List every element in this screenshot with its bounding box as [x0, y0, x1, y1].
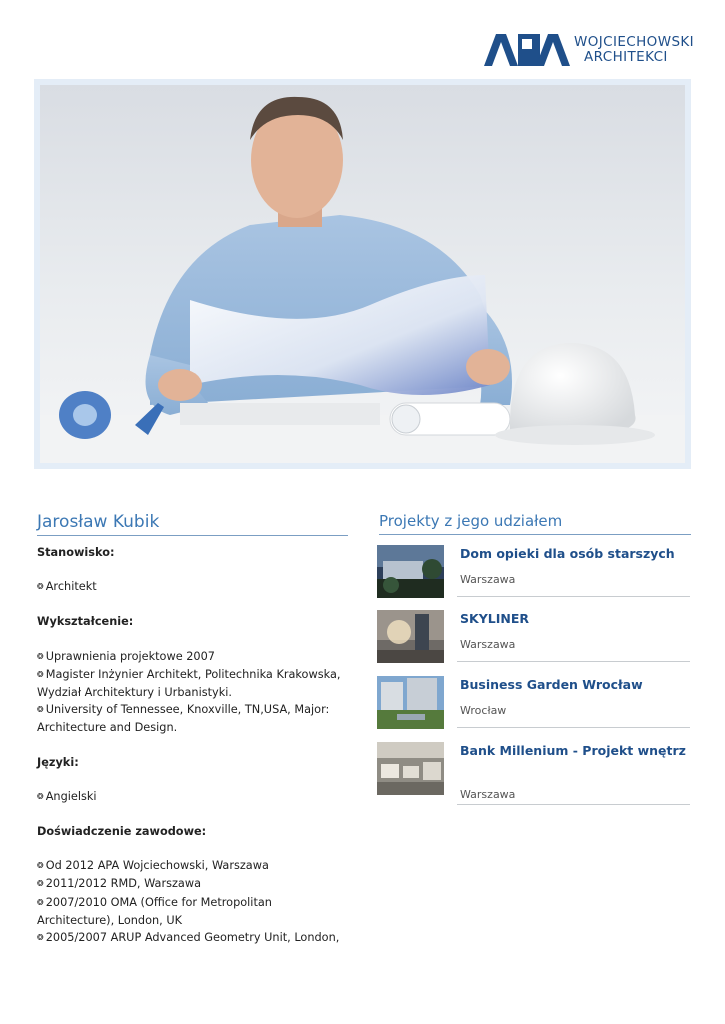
project-title[interactable]: Business Garden Wrocław [460, 677, 643, 692]
project-city: Warszawa [460, 788, 516, 801]
portrait-photo [34, 79, 691, 469]
portrait-illustration [40, 85, 685, 463]
bullet-icon: ❂ [37, 651, 44, 661]
company-logo[interactable] [484, 34, 694, 66]
projects-heading: Projekty z jego udziałem [379, 512, 691, 535]
project-item[interactable] [377, 610, 692, 670]
logo-line-1: WOJCIECHOWSKI [574, 34, 695, 50]
languages-label: Języki: [37, 755, 79, 769]
bullet-icon: ❂ [37, 897, 44, 907]
bullet-icon: ❂ [37, 705, 44, 715]
project-thumbnail[interactable] [377, 610, 444, 663]
bullet-icon: ❂ [37, 582, 44, 592]
list-item: ❂ Architekt [37, 580, 97, 594]
apa-logo-mark-icon [484, 34, 570, 66]
list-item: ❂ 2011/2012 RMD, Warszawa [37, 877, 201, 891]
person-name: Jarosław Kubik [37, 512, 348, 536]
education-list [37, 648, 348, 737]
logo-line-2: ARCHITEKCI [584, 49, 668, 65]
project-city: Warszawa [460, 573, 516, 586]
languages-list [37, 788, 348, 806]
project-title[interactable]: Dom opieki dla osób starszych [460, 546, 675, 561]
bullet-icon: ❂ [37, 933, 44, 943]
bullet-icon: ❂ [37, 791, 44, 801]
list-item: ❂ 2007/2010 OMA (Office for Metropolitan Architecture), London, UK [37, 895, 272, 927]
logo-wordmark [574, 35, 694, 65]
profile-details [37, 544, 348, 964]
project-item[interactable] [377, 545, 692, 605]
experience-list [37, 857, 348, 947]
divider [457, 727, 690, 728]
project-city: Warszawa [460, 638, 516, 651]
project-title[interactable]: SKYLINER [460, 611, 529, 626]
bullet-icon: ❂ [37, 879, 44, 889]
list-item: ❂ Magister Inżynier Architekt, Politechnika Krakowska, Wydział Architektury i Urbanistyki. [37, 667, 341, 700]
project-thumbnail[interactable] [377, 742, 444, 795]
list-item: ❂ Angielski [37, 789, 97, 803]
list-item: ❂ University of Tennessee, Knoxville, TN,USA, Major: Architecture and Design. [37, 703, 330, 735]
project-item[interactable] [377, 742, 692, 806]
divider [457, 804, 690, 805]
project-title[interactable]: Bank Millenium - Projekt wnętrz [460, 743, 686, 758]
position-label: Stanowisko: [37, 546, 115, 559]
divider [457, 596, 690, 597]
list-item: ❂ Od 2012 APA Wojciechowski, Warszawa [37, 859, 269, 873]
project-item[interactable] [377, 676, 692, 736]
bullet-icon: ❂ [37, 861, 44, 871]
project-thumbnail[interactable] [377, 676, 444, 729]
project-city: Wrocław [460, 704, 507, 717]
list-item: ❂ Uprawnienia projektowe 2007 [37, 649, 215, 663]
divider [457, 661, 690, 662]
list-item: ❂ 2005/2007 ARUP Advanced Geometry Unit, London, [37, 931, 340, 945]
position-list [37, 578, 348, 596]
experience-label: Doświadczenie zawodowe: [37, 825, 207, 839]
bullet-icon: ❂ [37, 669, 44, 679]
project-thumbnail[interactable] [377, 545, 444, 598]
education-label: Wykształcenie: [37, 615, 134, 629]
